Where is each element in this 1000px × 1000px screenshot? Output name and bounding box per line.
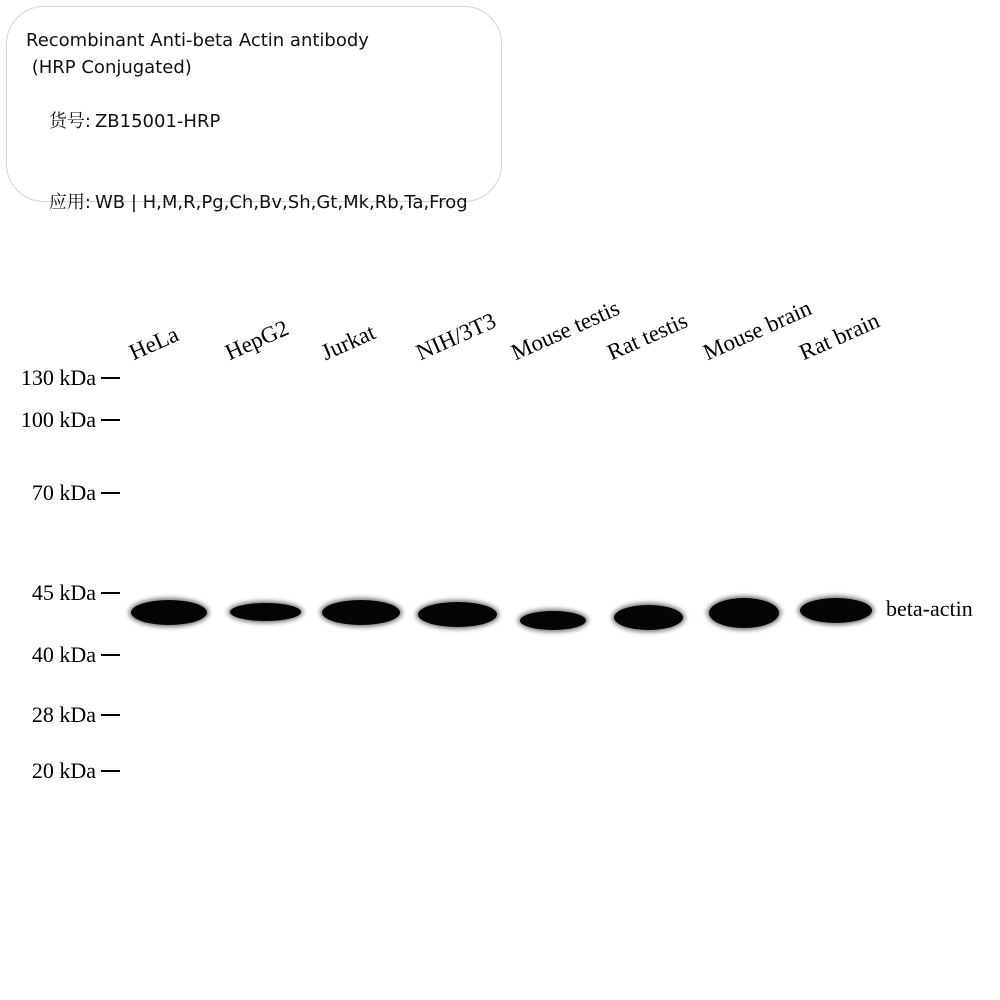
band-jurkat	[322, 600, 400, 625]
catalog-value: ZB15001-HRP	[94, 111, 221, 132]
band-hepg2	[230, 603, 301, 621]
marker-tick	[101, 592, 120, 594]
marker-tick	[101, 654, 120, 656]
lane-label-mouse-brain: Mouse brain	[699, 295, 816, 366]
target-protein-label: beta-actin	[886, 596, 973, 621]
product-name-line2: (HRP Conjugated)	[26, 57, 192, 78]
marker-40kda: 40 kDa	[0, 642, 120, 668]
band-rat-brain	[800, 598, 872, 623]
band-hela	[131, 600, 207, 625]
lane-label-mouse-testis: Mouse testis	[507, 295, 624, 366]
lane-label-rat-testis: Rat testis	[603, 307, 692, 366]
catalog-number-row	[26, 81, 501, 162]
marker-70kda: 70 kDa	[0, 480, 120, 506]
band-mouse-brain	[709, 598, 779, 628]
band-mouse-testis	[520, 611, 586, 630]
marker-tick	[101, 377, 120, 379]
marker-tick	[101, 770, 120, 772]
application-row	[26, 162, 501, 243]
marker-tick	[101, 419, 120, 421]
product-name-line1: Recombinant Anti-beta Actin antibody	[26, 30, 369, 51]
marker-tick	[101, 492, 120, 494]
lane-label-rat-brain: Rat brain	[795, 307, 884, 366]
catalog-label: 货号:	[48, 111, 91, 132]
band-nih3t3	[418, 602, 497, 627]
marker-20kda: 20 kDa	[0, 758, 120, 784]
lane-label-nih3t3: NIH/3T3	[412, 307, 500, 366]
lane-label-jurkat: Jurkat	[317, 319, 379, 366]
band-rat-testis	[614, 605, 683, 630]
lane-label-hela: HeLa	[125, 321, 183, 366]
marker-28kda: 28 kDa	[0, 702, 120, 728]
application-value: WB | H,M,R,Pg,Ch,Bv,Sh,Gt,Mk,Rb,Ta,Frog	[94, 192, 468, 213]
marker-130kda: 130 kDa	[0, 365, 120, 391]
marker-tick	[101, 714, 120, 716]
marker-100kda: 100 kDa	[0, 407, 120, 433]
product-info-card	[6, 6, 502, 213]
marker-45kda: 45 kDa	[0, 580, 120, 606]
application-label: 应用:	[48, 192, 91, 213]
lane-label-hepg2: HepG2	[221, 315, 293, 366]
